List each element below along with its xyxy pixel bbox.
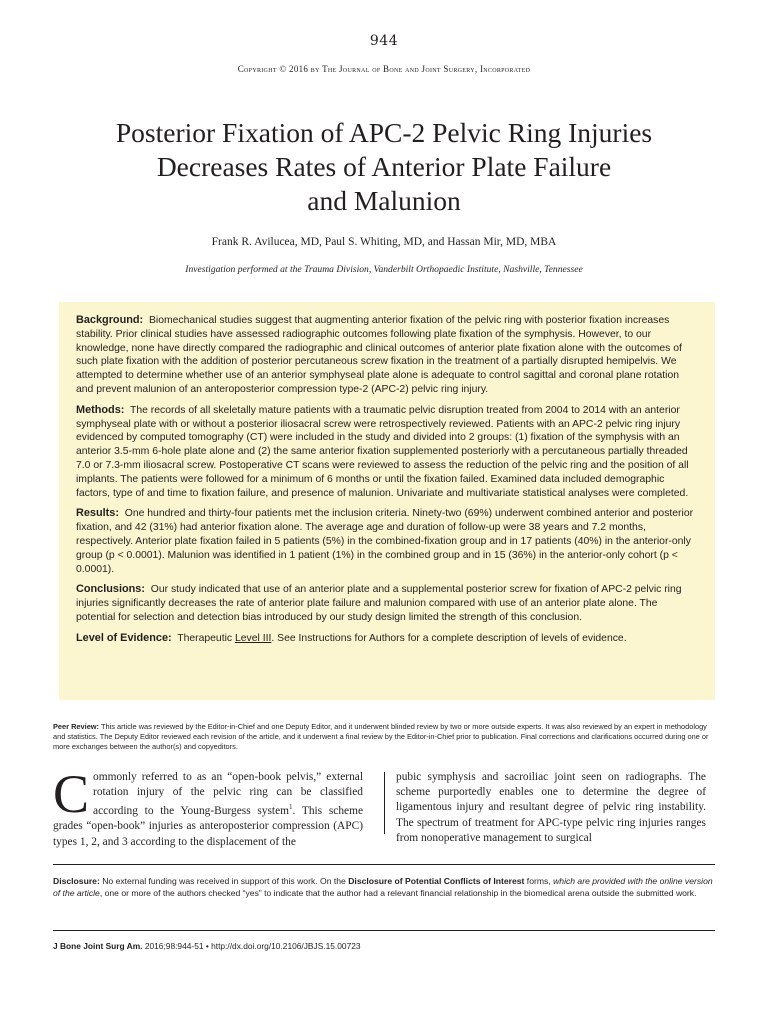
disclosure-text: forms,: [524, 876, 554, 886]
divider-line: [53, 930, 715, 931]
abstract-background: [76, 314, 698, 397]
level-of-evidence-link[interactable]: Level III: [235, 632, 272, 644]
loe-pre-text: Therapeutic: [177, 632, 235, 644]
abstract-box: [59, 302, 715, 700]
citation-doi[interactable]: 2016;98:944-51 • http://dx.doi.org/10.2106/JBJS.15.00723: [142, 941, 361, 951]
section-heading: Level of Evidence:: [76, 631, 172, 644]
disclosure-italic: which are provided with the online version of the article: [53, 876, 713, 898]
disclosure-text: , one or more of the authors checked “yes” to indicate that the author had a relevant financial relationship in the biomedical arena outside the submitted work.: [99, 888, 697, 898]
author-list: Frank R. Avilucea, MD, Paul S. Whiting, MD, and Hassan Mir, MD, MBA: [211, 236, 557, 248]
journal-abbrev: J Bone Joint Surg Am.: [53, 941, 143, 951]
section-heading: Methods:: [76, 403, 125, 416]
title-line: Decreases Rates of Anterior Plate Failure: [156, 151, 612, 182]
section-heading: Results:: [76, 507, 119, 520]
abstract-level-of-evidence: [76, 632, 698, 646]
disclosure-bold: Disclosure of Potential Conflicts of Interest: [348, 876, 525, 886]
affiliation: Investigation performed at the Trauma Division, Vanderbilt Orthopaedic Institute, Nashville, Tennessee: [185, 264, 583, 275]
body-text: . This scheme grades “open-book” injuries as anteroposterior compression (APC) types 1, 2, and 3 according to the displacement of the: [53, 805, 363, 848]
disclosure-note: [53, 875, 717, 899]
disclosure-text: No external funding was received in support of this work. On the: [99, 876, 349, 886]
title-line: and Malunion: [307, 185, 461, 216]
section-text: One hundred and thirty-four patients met the inclusion criteria. Ninety-two (69%) underwent combined anterior and posterior fixation, and 42 (31%) had anterior fixation alone. The average age and duration of follow-up were 38 years and 7.2 months, respectively. Anterior plate fixation failed in 5 patients (5%) in the combined-fixation group and in 17 patients (40%) in the anterior-only group (p < 0.0001). Malunion was identified in 1 patient (1%) in the combined group and in 15 (36%) in the anterior-only cohort (p < 0.0001).: [76, 508, 694, 575]
column-divider: [384, 772, 385, 834]
section-text: Biomechanical studies suggest that augmenting anterior fixation of the pelvic ring with posterior fixation increases stability. Prior clinical studies have assessed radiographic outcomes following plate fixation of the symphysis. However, to our knowledge, none have directly compared the radiographic and clinical outcomes of anterior plate fixation alone with the outcomes of such plate fixation with the addition of posterior percutaneous screw fixation in the treatment of a partially disrupted hemipelvis. We attempted to determine whether use of an anterior symphyseal plate alone is adequate to control sagittal and coronal plane rotation and prevent malunion of an anteroposterior compression type-2 (APC-2) pelvic ring injury.: [76, 315, 682, 395]
section-heading: Conclusions:: [76, 583, 145, 596]
peer-review-note: [53, 722, 717, 752]
body-text: pubic symphysis and sacroiliac joint seen on radiographs. The scheme purportedly enables one to determine the degree of ligamentous injury and resultant degree of pelvic ring instability. The spectrum of treatment for APC-type pelvic ring injuries ranges from nonoperative management to surgical: [396, 771, 706, 844]
body-column-left: [53, 764, 363, 850]
drop-cap: C: [53, 764, 90, 824]
reference-marker[interactable]: 1: [289, 803, 293, 812]
body-text: ommonly referred to as an “open-book pelvis,” external rotation injury of the pelvic ring can be classified according to the Young-Burgess system: [93, 771, 363, 818]
copyright-line: Copyright © 2016 by The Journal of Bone and Joint Surgery, Incorporated: [237, 64, 531, 74]
section-text: The records of all skeletally mature patients with a traumatic pelvic disruption treated from 2004 to 2014 with an anterior symphyseal plate with or without a posterior iliosacral screw were retrospectively reviewed. Patients with an APC-2 pelvic ring injury evidenced by computed tomography (CT) were included in the study and divided into 2 groups: (1) fixation of the symphysis with an anterior 3.5-mm 6-hole plate alone and (2) the same anterior fixation supplemented posteriorly with a percutaneous partially threaded 7.0 or 7.3-mm iliosacral screw. Postoperative CT scans were reviewed to assess the reduction of the pelvic ring and the position of all implants. The patients were followed for a minimum of 6 months or until the fixation failed. Examined data included demographic factors, type of and time to fixation failure, and presence of malunion. Univariate and multivariate statistical analyses were completed.: [76, 404, 689, 499]
title-line: Posterior Fixation of APC-2 Pelvic Ring Injuries: [115, 117, 653, 148]
body-column-right: [396, 770, 706, 846]
article-title: [40, 116, 728, 218]
abstract-results: [76, 507, 698, 576]
divider-line: [53, 864, 715, 865]
peer-review-heading: Peer Review:: [53, 722, 100, 731]
page-number: 944: [369, 33, 399, 49]
loe-post-text: . See Instructions for Authors for a complete description of levels of evidence.: [271, 632, 627, 644]
peer-review-text: This article was reviewed by the Editor-in-Chief and one Deputy Editor, and it underwent blinded review by two or more outside experts. It was also reviewed by an expert in methodology and statistics. The Deputy Editor reviewed each revision of the article, and it underwent a final review by the Editor-in-Chief prior to publication. Final corrections and clarifications occurred during one or more exchanges between the author(s) and copyeditors.: [53, 722, 709, 751]
section-heading: Background:: [76, 314, 144, 326]
section-text: Our study indicated that use of an anterior plate and a supplemental posterior screw for fixation of APC-2 pelvic ring injuries significantly decreases the rate of anterior plate failure and malunion compared with use of an anterior plate alone. The potential for selection and detection bias introduced by our study design limited the strength of this conclusion.: [76, 584, 682, 623]
abstract-methods: [76, 404, 698, 501]
abstract-conclusions: [76, 583, 698, 624]
disclosure-heading: Disclosure:: [53, 876, 100, 886]
citation-footer: [53, 941, 717, 951]
